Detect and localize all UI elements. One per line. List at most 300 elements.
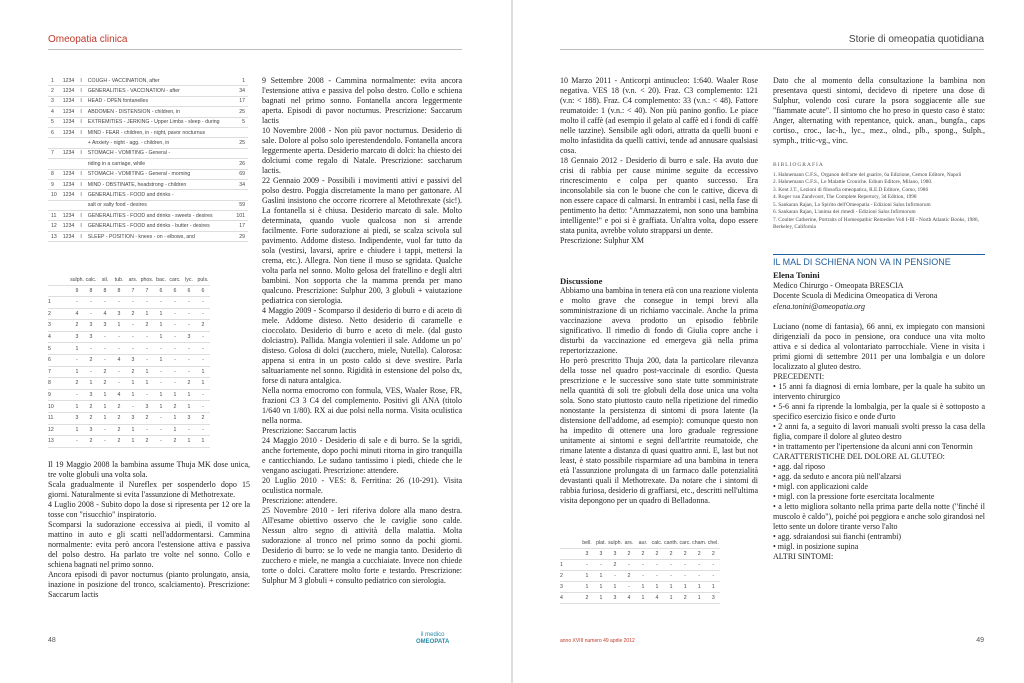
grid-cell: - [678, 571, 692, 582]
grid-cell: 2 [622, 571, 636, 582]
author-affiliation-2: Docente Scuola di Medicina Omeopatica di Verona [773, 291, 938, 300]
grid-cell: 4 [98, 308, 112, 320]
grid-cell: 1 [196, 436, 210, 448]
rubric-code: 1234 [60, 96, 78, 106]
grid-cell: - [98, 436, 112, 448]
grid-cell: - [636, 560, 650, 571]
grid-cell: 3 [608, 593, 622, 604]
grid-cell: 2 [196, 412, 210, 424]
grid-cell: 1 [664, 593, 678, 604]
rubric-text: SLEEP - POSITION - knees - on - elbows, and [85, 231, 231, 241]
rubric-text: + Anxiety - night - agg. - children, in [85, 138, 231, 148]
grid-cell: - [70, 436, 84, 448]
repertory-row [48, 190, 248, 200]
rubric-number: 13 [48, 231, 60, 241]
grid-cell: 2 [84, 412, 98, 424]
page-number-right: 49 [976, 637, 984, 644]
repertory-row [48, 169, 248, 179]
bibliography-heading: BIBLIOGRAFIA [773, 162, 824, 168]
grid-row-label: 2 [48, 308, 70, 320]
grid-cell: - [112, 378, 126, 390]
grid-cell: 2 [678, 593, 692, 604]
column-3-text: 10 Marzo 2011 - Anticorpi antinucleo: 1:640. Waaler Rose negativa. VES 18 (v.n. < 20). Fraz. C3 complemento: 121 (v.n: < 188). Fraz. C4 complemento: 33 (v.n.: < 48). Fattore reumatoide: 1 (v.n.: < 40). Non più panino gonfio. Le piace molto il caffè (ad esempio il gelato al caffè ed i fondi di caffè nelle tazzine). Sensibile agli odori, attratta da quelli buoni e molto infastidita da quelli cattivi, tende ad annusare qualsiasi cosa. 18 Gennaio 2012 - Desiderio di burro e sale. Ha avuto due crisi di rabbia per cause minime seguite da eccessivo rincrescimento e colpa per quanto successo. Era inconsolabile sia con le buone che con le cattive, diceva di non essere capace di calmarsi. In entrambi i casi, nella fase di pentimento ha detto: "Ammazzatemi, non sono una bambina intelligente!" e poi si è graffiata. Un'altra volta, dopo essere stata punita, avrebbe voluto strapparsi un dente. Prescrizione: Sulphur XM [560, 76, 758, 245]
precedenti-list [773, 382, 985, 452]
remedy-total: 6 [154, 286, 168, 297]
rubric-count [231, 190, 249, 200]
grid-cell: - [692, 571, 706, 582]
remedy-header: lyc. [182, 275, 196, 286]
rubric-number: 9 [48, 179, 60, 189]
rubric-text: COUGH - VACCINATION, after [85, 76, 231, 86]
rubric-number: 10 [48, 190, 60, 200]
grid-cell: 4 [70, 308, 84, 320]
remedy-total: 3 [608, 549, 622, 560]
grid-cell: - [98, 354, 112, 366]
grid-cell: - [140, 389, 154, 401]
logo-line-1: il medico [420, 632, 445, 638]
grid-corner [560, 538, 580, 549]
grid-cell: - [98, 424, 112, 436]
precedenti-item: • 2 anni fa, a seguito di lavori manuali svolti presso la casa della figlia, compare il dolore al gluteo destro [773, 422, 985, 441]
rubric-code: 1234 [60, 179, 78, 189]
grid-cell: 2 [608, 560, 622, 571]
grid-row [48, 436, 210, 448]
rubric-grade: I [77, 96, 84, 106]
rubric-text: GENERALITIES - FOOD and drinks - sweets - desires [85, 211, 231, 221]
rubric-number [48, 138, 60, 148]
grid-cell: - [692, 560, 706, 571]
grid-cell: - [196, 389, 210, 401]
caratteristiche-item: • agg. dal riposo [773, 462, 826, 471]
remedy-total: 9 [70, 286, 84, 297]
grid-cell: 4 [622, 593, 636, 604]
grid-cell: - [112, 366, 126, 378]
rubric-grade: I [77, 86, 84, 96]
grid-row-label: 4 [48, 331, 70, 343]
grid-row-label: 2 [560, 571, 580, 582]
grid-cell: 1 [70, 366, 84, 378]
grid-cell: 2 [84, 401, 98, 413]
grid-cell: - [608, 571, 622, 582]
rubric-grade: I [77, 190, 84, 200]
grid-cell: 2 [112, 412, 126, 424]
grid-cell: 1 [98, 412, 112, 424]
bibliography-item: 4. Roger van Zandvoort, The Complete Repertory, 3d Edition, 1998 [773, 194, 917, 200]
grid-row [48, 366, 210, 378]
page-gutter [511, 0, 513, 683]
grid-cell: 3 [126, 412, 140, 424]
rubric-count: 101 [231, 211, 249, 221]
precedenti-item: • in trattamento per l'ipertensione da alcuni anni con Tenormin [773, 442, 973, 451]
grid-row-label: 1 [48, 297, 70, 309]
remedy-total: 8 [112, 286, 126, 297]
remedy-total: 2 [650, 549, 664, 560]
rubric-count: 1 [231, 76, 249, 86]
grid-row [48, 308, 210, 320]
caratteristiche-item: • agg. da seduto e ancora più nell'alzarsi [773, 472, 902, 481]
rubric-count [231, 127, 249, 137]
rubric-count: 17 [231, 96, 249, 106]
grid-cell: 2 [182, 378, 196, 390]
rubric-code [60, 200, 78, 210]
grid-cell: 1 [182, 436, 196, 448]
grid-cell: 2 [112, 401, 126, 413]
grid-cell: - [196, 424, 210, 436]
rubric-text: STOMACH - VOMITING - General - [85, 148, 231, 158]
grid-cell: - [154, 424, 168, 436]
grid-cell: 2 [98, 378, 112, 390]
grid-cell: - [84, 297, 98, 309]
grid-cell: - [140, 343, 154, 355]
column-5-text: Luciano (nome di fantasia), 66 anni, ex impiegato con mansioni dirigenziali da poco in pensione, ora conduce una vita molto attiva e si dedica al volontariato parrocchiale. Viene in visita i primi giorni di settembre 2011 per una lombalgia e un dolore localizzato al gluteo destro. [773, 322, 985, 371]
logo-line-2: OMEOPATA [416, 639, 450, 645]
column-1-text: Il 19 Maggio 2008 la bambina assume Thuja MK dose unica, tre volte globuli una volta sola. Scala gradualmente il Nureflex per sospenderlo dopo 15 giorni. Naturalmente si evita l'assunzione di Methotrexate. 4 Luglio 2008 - Subito dopo la dose si ripresenta per 12 ore la tosse con "risucchio" inspiratorio. Scomparsi la sudorazione eccessiva ai piedi, il vomito al mattino in auto e gli scatti nell'addormentarsi. Cammina normalmente: evita però ancora l'estensione attiva e passiva del polso destro. Ha parlato tre volte nel sonno. Collo e schiena bagnati nel primo sonno. Ancora episodi di pavor nocturnus (pianto prolungato, ansia, inazione in posizione del tronco, scalciamento). Prescrizione: Saccarum lactis [48, 460, 250, 599]
rubric-grade: I [77, 169, 84, 179]
grid-cell: 2 [580, 593, 594, 604]
grid-cell: 1 [98, 389, 112, 401]
grid-corner [48, 275, 70, 286]
remedy-header: chel. [706, 538, 720, 549]
grid-cell: 1 [154, 354, 168, 366]
grid-cell: 1 [126, 424, 140, 436]
grid-cell: 2 [98, 366, 112, 378]
grid-cell: - [98, 331, 112, 343]
grid-cell: - [84, 308, 98, 320]
grid-cell: 1 [126, 389, 140, 401]
grid-cell: 1 [168, 389, 182, 401]
remedy-header: ars. [126, 275, 140, 286]
grid-cell: 2 [112, 436, 126, 448]
grid-cell: 1 [692, 582, 706, 593]
grid-cell: 1 [154, 320, 168, 332]
rubric-text: EXTREMITIES - JERKING - Upper Limbs - sleep - during [85, 117, 231, 127]
grid-row [48, 331, 210, 343]
grid-cell: - [84, 343, 98, 355]
grid-cell: - [182, 297, 196, 309]
grid-cell: - [70, 297, 84, 309]
grid-cell: 1 [608, 582, 622, 593]
grid-cell: 4 [112, 389, 126, 401]
grid-cell: 3 [70, 412, 84, 424]
grid-cell: 2 [140, 436, 154, 448]
remedy-total: 6 [196, 286, 210, 297]
author-block [773, 270, 985, 314]
repertorization-grid-2 [560, 538, 720, 604]
rubric-count: 34 [231, 179, 249, 189]
author-affiliation-1: Medico Chirurgo - Omeopata BRESCIA [773, 280, 904, 290]
magazine-logo [416, 632, 449, 646]
article-column-4 [773, 76, 985, 154]
grid-cell: - [168, 320, 182, 332]
rubric-code: 1234 [60, 190, 78, 200]
remedy-total: 2 [636, 549, 650, 560]
grid-cell: 1 [70, 401, 84, 413]
repertory-row [48, 231, 248, 241]
remedy-total: 7 [126, 286, 140, 297]
caratteristiche-title: CARATTERISTICHE DEL DOLORE AL GLUTEO: [773, 452, 945, 461]
caratteristiche-item: • migl. con la pressione forte esercitata localmente [773, 492, 935, 501]
rubric-code [60, 138, 78, 148]
grid-cell: 2 [70, 320, 84, 332]
rubric-count [231, 148, 249, 158]
repertory-row [48, 107, 248, 117]
grid-cell: 1 [650, 582, 664, 593]
grid-row-label: 4 [560, 593, 580, 604]
remedy-header: ars. [622, 538, 636, 549]
grid-cell: 1 [112, 320, 126, 332]
grid-cell: - [84, 366, 98, 378]
grid-cell: - [154, 343, 168, 355]
remedy-header: sulph. [608, 538, 622, 549]
grid-cell: - [168, 343, 182, 355]
grid-cell: 1 [168, 412, 182, 424]
grid-row [48, 343, 210, 355]
grid-cell: 3 [84, 389, 98, 401]
grid-cell: - [168, 308, 182, 320]
rubric-text: GENERALITIES - VACCINATION - after [85, 86, 231, 96]
grid-cell: - [154, 412, 168, 424]
grid-cell: 3 [140, 401, 154, 413]
rubric-grade [77, 159, 84, 169]
grid-cell: - [636, 571, 650, 582]
grid-cell: - [196, 331, 210, 343]
rubric-number: 8 [48, 169, 60, 179]
grid-row-label: 12 [48, 424, 70, 436]
grid-cell: - [140, 297, 154, 309]
grid-cell: - [112, 331, 126, 343]
grid-cell: - [664, 571, 678, 582]
rubric-code: 1234 [60, 231, 78, 241]
rubric-grade: I [77, 127, 84, 137]
remedy-total: 3 [594, 549, 608, 560]
precedenti-item: • 5-6 anni fa riprende la lombalgia, per la quale si è sottoposto a specifico esercizio fisico e onde d'urto [773, 402, 985, 421]
rubric-code: 1234 [60, 117, 78, 127]
grid-cell: 2 [140, 320, 154, 332]
grid-row [48, 412, 210, 424]
author-email[interactable]: elena.tonini@omeopatia.org [773, 301, 865, 311]
repertorization-grid-1 [48, 275, 210, 448]
rubric-number [48, 200, 60, 210]
grid-cell: - [126, 297, 140, 309]
rubric-text: MIND - FEAR - children, in - night, pavor nocturnus [85, 127, 231, 137]
rubric-count: 69 [231, 169, 249, 179]
rubric-code: 1234 [60, 127, 78, 137]
grid-cell: 3 [182, 331, 196, 343]
grid-cell: - [98, 297, 112, 309]
remedy-header: sil. [98, 275, 112, 286]
grid-row-label: 5 [48, 343, 70, 355]
discussion-title: Discussione [560, 276, 603, 286]
grid-cell: 1 [636, 593, 650, 604]
grid-cell: 2 [196, 320, 210, 332]
rubric-count: 25 [231, 138, 249, 148]
remedy-total: 8 [98, 286, 112, 297]
repertory-row [48, 200, 248, 210]
grid-cell: 1 [580, 571, 594, 582]
remedy-header: canth. [664, 538, 678, 549]
grid-row [48, 354, 210, 366]
caratteristiche-item: • migl. con applicazioni calde [773, 482, 868, 491]
grid-row-label: 11 [48, 412, 70, 424]
rubric-text: STOMACH - VOMITING - General - morning [85, 169, 231, 179]
page-number-left: 48 [48, 637, 56, 644]
repertory-row [48, 211, 248, 221]
grid-cell: - [196, 308, 210, 320]
grid-cell: 1 [168, 424, 182, 436]
grid-cell: - [622, 582, 636, 593]
repertory-row [48, 127, 248, 137]
grid-cell: 2 [126, 366, 140, 378]
grid-cell: 1 [196, 366, 210, 378]
grid-cell: 1 [84, 378, 98, 390]
issue-info: anno XVIII numero 49 aprile 2012 [560, 638, 635, 644]
grid-cell: 3 [84, 424, 98, 436]
grid-cell: - [168, 366, 182, 378]
rubric-number: 12 [48, 221, 60, 231]
rubric-grade: I [77, 211, 84, 221]
rubric-text: MIND - OBSTINATE, headstrong - children [85, 179, 231, 189]
bibliography-item: 2. Hahnemann C.F.S., Le Malattie Croniche. Edium Editore, Milano, 1980. [773, 179, 933, 185]
rubric-code: 1234 [60, 107, 78, 117]
grid-row-label: 3 [48, 320, 70, 332]
grid-row [560, 593, 720, 604]
grid-cell: 1 [692, 593, 706, 604]
grid-cell: - [154, 378, 168, 390]
rubric-text: HEAD - OPEN fontanelles [85, 96, 231, 106]
grid-cell: - [182, 343, 196, 355]
grid-cell: 3 [126, 354, 140, 366]
remedy-header: bac. [154, 275, 168, 286]
grid-cell: - [70, 389, 84, 401]
grid-header-row [560, 538, 720, 549]
grid-cell: 1 [70, 424, 84, 436]
remedy-header: calc. [84, 275, 98, 286]
precedenti-title: PRECEDENTI: [773, 372, 825, 381]
grid-cell: 1 [154, 401, 168, 413]
grid-cell: 2 [70, 378, 84, 390]
grid-row [48, 424, 210, 436]
grid-row [560, 582, 720, 593]
repertory-row [48, 76, 248, 86]
grid-cell: 2 [168, 401, 182, 413]
grid-cell: 1 [140, 378, 154, 390]
rubric-grade [77, 138, 84, 148]
grid-cell: 1 [70, 343, 84, 355]
remedy-header: cham. [692, 538, 706, 549]
grid-row [560, 571, 720, 582]
remedy-total: 7 [140, 286, 154, 297]
grid-row [48, 320, 210, 332]
rubric-code: 1234 [60, 221, 78, 231]
header-left-title: Omeopatia clinica [48, 34, 128, 45]
grid-row-label: 6 [48, 354, 70, 366]
repertory-row [48, 159, 248, 169]
grid-cell: 1 [182, 389, 196, 401]
grid-header-row [48, 275, 210, 286]
grid-row [560, 560, 720, 571]
article-column-1 [48, 460, 250, 620]
grid-cell: - [140, 331, 154, 343]
grid-cell: - [126, 343, 140, 355]
grid-row-label: 9 [48, 389, 70, 401]
rubric-count: 5 [231, 117, 249, 127]
remedy-total: 2 [664, 549, 678, 560]
remedy-total: 2 [692, 549, 706, 560]
rubric-code: 1234 [60, 76, 78, 86]
rubric-number: 2 [48, 86, 60, 96]
grid-cell: - [126, 401, 140, 413]
remedy-total: 2 [706, 549, 720, 560]
remedy-header: puls. [196, 275, 210, 286]
rubric-grade: I [77, 221, 84, 231]
rubric-number: 7 [48, 148, 60, 158]
grid-cell: - [196, 343, 210, 355]
rubric-code: 1234 [60, 86, 78, 96]
article-column-5 [773, 322, 985, 627]
rubric-count: 25 [231, 107, 249, 117]
grid-cell: - [706, 560, 720, 571]
discussion-text: Abbiamo una bambina in tenera età con una reazione violenta e molto grave che consegue in tempi brevi alla somministrazione di un richiamo vaccinale. Anche la prima vaccinazione aveva prodotto un episodio febbrile significativo. Il rimedio di fondo di Giulia copre anche i disturbi da vaccinazione ed emergeva già nella prima repertorizzazione. Ho però prescritto Thuja 200, data la particolare rilevanza della tosse nel quadro post-vaccinale di esordio. Questa prescrizione e le successive sono state tutte somministrate nella quantità di soli tre globuli della dose unica una volta sola. Sono stato piuttosto cauto nella ripetizione del rimedio nonostante la persistenza di sintomi di psora latente (la distensione dell'addome, ad esempio): comunque questo non ha impedito di ottenere una loro graduale regressione unitamente ai sintomi e segni dell'artrite reumatoide, che rimane latente a distanza di quasi quattro anni. E, last but not least, è stato possibile risparmiare ad una bambina in tenera età l'assunzione prolungata di un farmaco dalle potenzialità devastanti quali il Methotrexate. Da notare che i sintomi di rabbia furiosa, desiderio di graffiarsi, etc., descritti nell'ultima visita depongono per un quadro di Belladonna. [560, 286, 758, 505]
rubric-count: 29 [231, 231, 249, 241]
bibliography-list [773, 172, 985, 232]
grid-cell: - [706, 571, 720, 582]
grid-cell: 1 [664, 582, 678, 593]
repertory-row [48, 117, 248, 127]
altri-sintomi-title: ALTRI SINTOMI: [773, 552, 834, 561]
column-2-text: 9 Settembre 2008 - Cammina normalmente: evita ancora l'estensione attiva e passiva del polso destro. Collo e schiena bagnati nel primo sonno. Fontanella ancora leggermente aperta. Episodi di pavor nocturnus. Prescrizione: Saccarum lactis 10 Novembre 2008 - Non più pavor nocturnus. Desiderio di sale. Dolore al polso solo iperestendendolo. Fontanella ancora leggermente aperta. Desiderio marcato di dolci: ha chiesto dei dolciumi come regalo di Natale. Prescrizione: saccharum lactis. 22 Gennaio 2009 - Possibili i movimenti attivi e passivi del polso destro. Poggia discretamente la mano per gattonare. Al Gaslini insistono che occorre ricorrere al Metothrexate (sic!). La fontanella si è chiusa. Desiderio marcato di sale. Molto determinata, quando vuole qualcosa non si arrende facilmente. Forte sudorazione ai piedi, se scalza scivola sul pavimento. Addome disteso. Indipendente, vuol far tutto da sola (vestirsi, lavarsi, aprire e chiudere i tappi, mettersi la crema, etc.). Allegra. Non tiene il muso se sgridata. Qualche volta parla nel sonno. Molto gelosa del fratellino e degli altri bambini. Non sopporta che la mamma prenda per mano qualcuno. Prescrizione: Sulphur 200, 3 globuli + vaiutazione pediatrica con sierologia. 4 Maggio 2009 - Scomparso il desiderio di burro e di aceto di mele. Addome disteso. Netto desiderio di caramelle e cioccolato. Desiderio di burro e aceto di mele. (dal gusto dolciastro). Pallida. Mangia volentieri il sale. Addome un po' disteso. Golosa di dolci (zucchero, miele, Nutella). Calorosa: appena si entra in un posto caldo si deve svestire. Parla saltuariamente nel sonno. Rigidità in estensione del polso dx, forse di natura antalgica. Nella norma emocromo con formula, VES, Waaler Rose, FR, frazioni C3 3 C4 del complemento. Positivi gli ANA (titolo 1/640 vn 1/80). RX ai due polsi nella norma. Visita oculistica nella norma. Prescrizione: Saccarum lactis 24 Maggio 2010 - Desiderio di sale e di burro. Se la sgridi, anche fortemente, dopo pochi minuti ritorna in giro tranquilla e canticchiando. Le sudano tantissimo i piedi, chiede che le vengano asciugati. Prescrizione: attendere. 20 Luglio 2010 - VES: 8. Ferritina: 26 (10-291). Visita oculistica normale. Prescrizione: attendere. 25 Novembre 2010 - Ieri riferiva dolore alla mano destra. All'esame obiettivo osservo che le caviglie sono calde. Nessun altro segno di attività della malattia. Molta sudorazione al tronco nel primo sonno da pochi giorni. Desiderio di burro: se lo vede ne mangia tanto. Desiderio di zucchero e miele, ne mangia a cucchiaiate. Invece non chiede torte o dolci. Carattere molto forte e testardo. Prescrizione: Sulphur M 3 globuli + consulto pediatrico con sierologia. [262, 76, 462, 585]
header-rule-right [560, 49, 984, 50]
rubric-number: 4 [48, 107, 60, 117]
grid-cell: - [678, 560, 692, 571]
grid-cell: 1 [126, 378, 140, 390]
grid-cell: - [168, 354, 182, 366]
section-title: IL MAL DI SCHIENA NON VA IN PENSIONE [773, 254, 985, 267]
article-column-2 [262, 76, 462, 624]
grid-row-label: 3 [560, 582, 580, 593]
rubric-grade: I [77, 148, 84, 158]
grid-cell: 1 [126, 436, 140, 448]
grid-cell: 3 [98, 320, 112, 332]
remedy-total: 6 [168, 286, 182, 297]
remedy-total: 3 [580, 549, 594, 560]
bibliography [773, 162, 985, 232]
remedy-total: 6 [182, 286, 196, 297]
grid-cell: - [650, 571, 664, 582]
bibliography-item: 7. Coulter Catherine, Portraits of Homeopathic Remedies Voll I-III - North Atlantic Books, 1986, Berkeley, California [773, 216, 979, 230]
grid-row-label: 7 [48, 366, 70, 378]
grid-totals-row [560, 549, 720, 560]
grid-cell: - [112, 343, 126, 355]
repertory-row [48, 148, 248, 158]
grid-cell: 1 [580, 582, 594, 593]
grid-cell: 4 [650, 593, 664, 604]
grid-cell: 1 [140, 308, 154, 320]
rubric-grade: I [77, 76, 84, 86]
grid-cell: - [126, 331, 140, 343]
grid-row-label: 13 [48, 436, 70, 448]
grid-cell: 1 [98, 401, 112, 413]
repertory-row [48, 96, 248, 106]
grid-cell: - [650, 560, 664, 571]
remedy-header: plat. [594, 538, 608, 549]
grid-cell: 2 [84, 354, 98, 366]
repertory-row [48, 138, 248, 148]
grid-cell: - [112, 297, 126, 309]
rubric-number: 3 [48, 96, 60, 106]
bibliography-item: 3. Kent J.T., Lezioni di filosofia omeopatica, R.E.D Editore, Como, 1986 [773, 186, 929, 193]
grid-row [48, 378, 210, 390]
column-4-text: Dato che al momento della consultazione la bambina non presentava questi sintomi, decidevo di ripetere una dose di Sulphur, volendo così curare la psora soggiacente alle sue "fiammate acute". Il sintomo che ho preso in questo caso è stato: Anger, alternating with repentance, quick. anan., bungfa., caps cortiso., croc., lac-h., lyc., mez., olnd., plb., spong., Sulph., symph., tritic-vg., vinc. [773, 76, 985, 145]
